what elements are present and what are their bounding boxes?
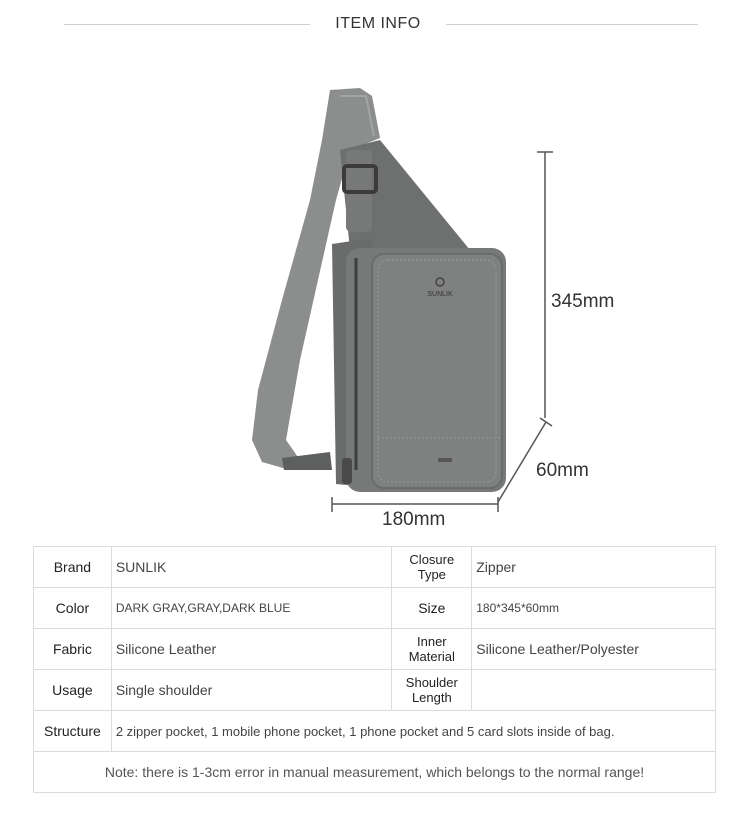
front-pocket (372, 254, 502, 488)
table-row (34, 711, 716, 752)
usage-label: Usage (34, 670, 112, 711)
fabric-label: Fabric (34, 629, 112, 670)
logo-text: SUNLIK (427, 291, 453, 298)
metal-tag (438, 458, 452, 462)
inner-material-label: Inner Material (392, 629, 472, 670)
section-title: ITEM INFO (335, 15, 421, 32)
structure-label: Structure (34, 711, 112, 752)
width-dimension: 180mm (382, 509, 446, 530)
spec-table (33, 546, 716, 793)
fabric-value: Silicone Leather (111, 629, 392, 670)
usage-value: Single shoulder (111, 670, 392, 711)
closure-type-label: Closure Type (392, 547, 472, 588)
table-row (34, 588, 716, 629)
depth-dimension: 60mm (536, 460, 589, 481)
zipper-pull (342, 458, 352, 484)
header-divider-left (64, 24, 310, 25)
table-row (34, 547, 716, 588)
brand-label: Brand (34, 547, 112, 588)
brand-value: SUNLIK (111, 547, 392, 588)
product-image (0, 60, 750, 540)
table-row (34, 752, 716, 793)
size-value: 180*345*60mm (472, 588, 716, 629)
inner-material-value: Silicone Leather/Polyester (472, 629, 716, 670)
header-divider-right (446, 24, 698, 25)
height-dimension: 345mm (551, 291, 615, 312)
table-row (34, 629, 716, 670)
section-header (0, 0, 750, 50)
size-label: Size (392, 588, 472, 629)
structure-value: 2 zipper pocket, 1 mobile phone pocket, 1 phone pocket and 5 card slots inside of bag. (111, 711, 715, 752)
shoulder-length-label: Shoulder Length (392, 670, 472, 711)
table-row (34, 670, 716, 711)
color-label: Color (34, 588, 112, 629)
closure-type-value: Zipper (472, 547, 716, 588)
shoulder-length-value (472, 670, 716, 711)
sling-bag-illustration (0, 60, 750, 540)
measurement-note: Note: there is 1-3cm error in manual measurement, which belongs to the normal range! (34, 752, 716, 793)
color-value: DARK GRAY,GRAY,DARK BLUE (111, 588, 392, 629)
